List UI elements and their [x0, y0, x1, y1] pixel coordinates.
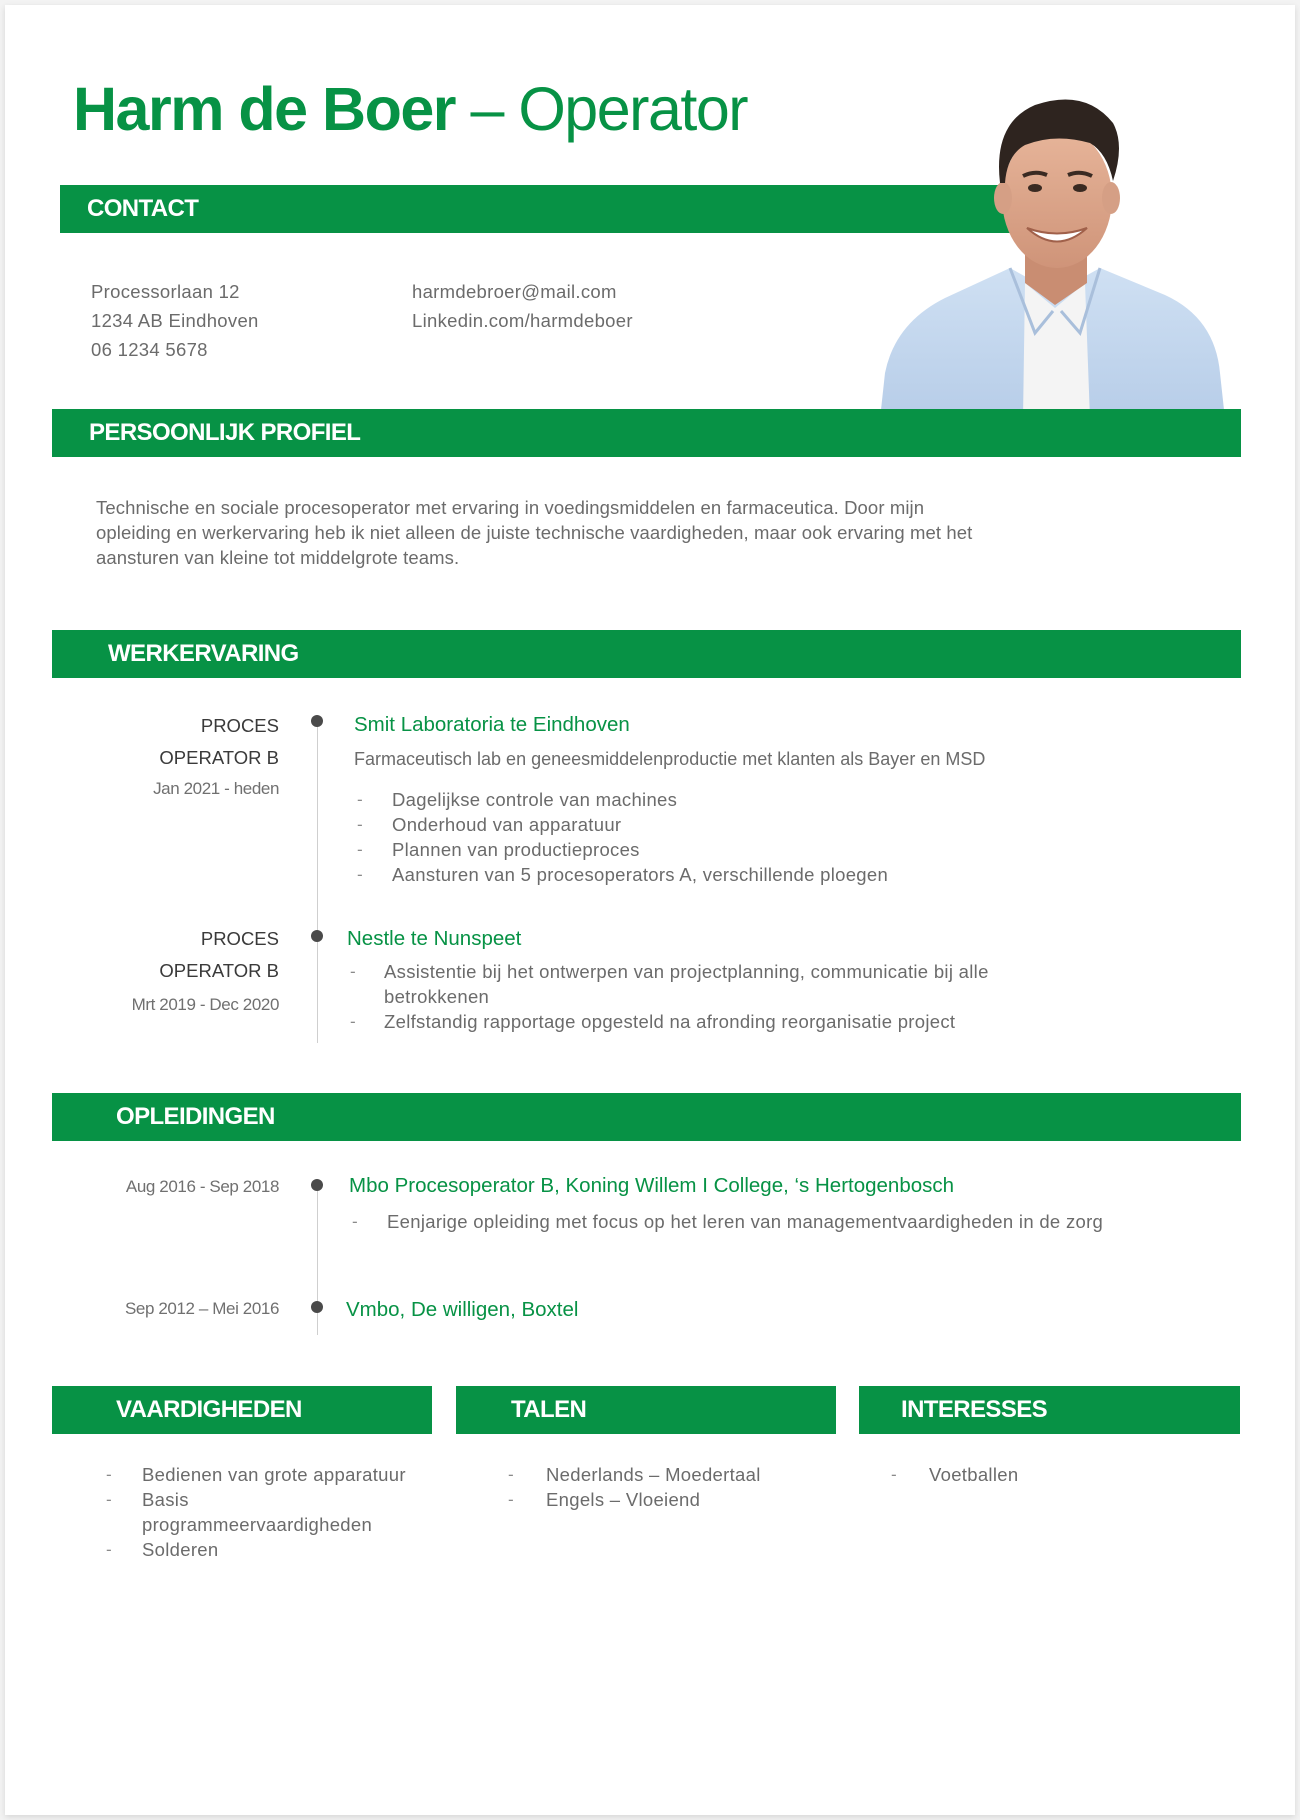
job-bullet: Onderhoud van apparatuur [392, 814, 622, 835]
bullet-dash-icon: - [357, 840, 363, 859]
job-bullet: Plannen van productieproces [392, 839, 640, 860]
job-company: Nestle te Nunspeet [347, 927, 522, 950]
section-title: WERKERVARING [108, 640, 299, 667]
section-title: VAARDIGHEDEN [116, 1396, 302, 1423]
bullet-dash-icon: - [891, 1465, 897, 1484]
education-bullet: Eenjarige opleiding met focus op het leren van managementvaardigheden in de zorg [387, 1211, 1104, 1232]
section-header-experience [52, 630, 1241, 678]
bullet-dash-icon: - [357, 815, 363, 834]
job-bullet-continuation: betrokkenen [384, 986, 490, 1007]
job-title-line2: OPERATOR B [159, 747, 279, 768]
section-header-languages [456, 1386, 836, 1434]
bullet-dash-icon: - [350, 962, 356, 981]
interest-item: Voetballen [929, 1464, 1019, 1485]
timeline-dot-icon [311, 715, 323, 727]
section-title: TALEN [511, 1396, 587, 1423]
bullet-dash-icon: - [106, 1540, 112, 1559]
bullet-dash-icon: - [106, 1490, 112, 1509]
bullet-dash-icon: - [508, 1490, 514, 1509]
skill-item: Basis [142, 1489, 189, 1510]
bullet-dash-icon: - [352, 1212, 358, 1231]
job-title-line1: PROCES [200, 715, 279, 736]
job-period: Mrt 2019 - Dec 2020 [131, 995, 279, 1014]
section-header-interests [859, 1386, 1240, 1434]
job-bullet: Zelfstandig rapportage opgesteld na afronding reorganisatie project [384, 1011, 956, 1032]
language-item: Engels – Vloeiend [546, 1489, 701, 1510]
candidate-name: Harm de Boer [73, 75, 456, 143]
bullet-dash-icon: - [350, 1012, 356, 1031]
bullet-dash-icon: - [357, 865, 363, 884]
section-header-education [52, 1093, 1241, 1141]
section-title: INTERESSES [901, 1396, 1048, 1423]
education-title: Vmbo, De willigen, Boxtel [346, 1298, 579, 1321]
timeline-dot-icon [311, 930, 323, 942]
timeline-line [317, 721, 318, 1043]
timeline-dot-icon [311, 1301, 323, 1313]
job-company: Smit Laboratoria te Eindhoven [354, 713, 630, 736]
section-header-profile [52, 409, 1241, 457]
contact-city: 1234 AB Eindhoven [91, 310, 259, 331]
job-title-line1: PROCES [200, 928, 279, 949]
language-item: Nederlands – Moedertaal [546, 1464, 761, 1485]
bullet-dash-icon: - [106, 1465, 112, 1484]
profile-photo-icon [875, 83, 1237, 419]
page-title [73, 71, 747, 147]
skill-item: Solderen [142, 1539, 219, 1560]
bullet-dash-icon: - [357, 790, 363, 809]
section-header-skills [52, 1386, 432, 1434]
education-period: Sep 2012 – Mei 2016 [124, 1299, 279, 1318]
profile-text: Technische en sociale procesoperator met ervaring in voedingsmiddelen en farmaceutica. Door mijn opleiding en werkervaring heb ik niet alleen de juiste technische vaardigheden, maar ook ervaring met het aansturen van kleine tot middelgrote teams. [96, 497, 973, 568]
job-bullet: Assistentie bij het ontwerpen van projectplanning, communicatie bij alle [384, 961, 989, 982]
skill-item: Bedienen van grote apparatuur [142, 1464, 406, 1485]
timeline-dot-icon [311, 1179, 323, 1191]
section-title: OPLEIDINGEN [116, 1103, 275, 1130]
contact-linkedin[interactable]: Linkedin.com/harmdeboer [412, 310, 633, 331]
skill-item-continuation: programmeervaardigheden [142, 1514, 373, 1535]
bullet-dash-icon: - [508, 1465, 514, 1484]
education-period: Aug 2016 - Sep 2018 [125, 1177, 279, 1196]
contact-email[interactable]: harmdebroer@mail.com [412, 281, 617, 302]
contact-street: Processorlaan 12 [91, 281, 240, 302]
section-title: CONTACT [87, 195, 199, 222]
cv-page [5, 5, 1295, 1815]
job-period: Jan 2021 - heden [153, 779, 279, 798]
candidate-role: – Operator [455, 75, 748, 143]
job-bullet: Aansturen van 5 procesoperators A, verschillende ploegen [392, 864, 889, 885]
job-description: Farmaceutisch lab en geneesmiddelenproductie met klanten als Bayer en MSD [354, 749, 986, 769]
contact-phone: 06 1234 5678 [91, 339, 208, 360]
section-title: PERSOONLIJK PROFIEL [89, 419, 361, 446]
job-title-line2: OPERATOR B [159, 960, 279, 981]
education-title: Mbo Procesoperator B, Koning Willem I College, ‘s Hertogenbosch [349, 1174, 955, 1197]
job-bullet: Dagelijkse controle van machines [392, 789, 678, 810]
profile-photo [875, 83, 1237, 419]
